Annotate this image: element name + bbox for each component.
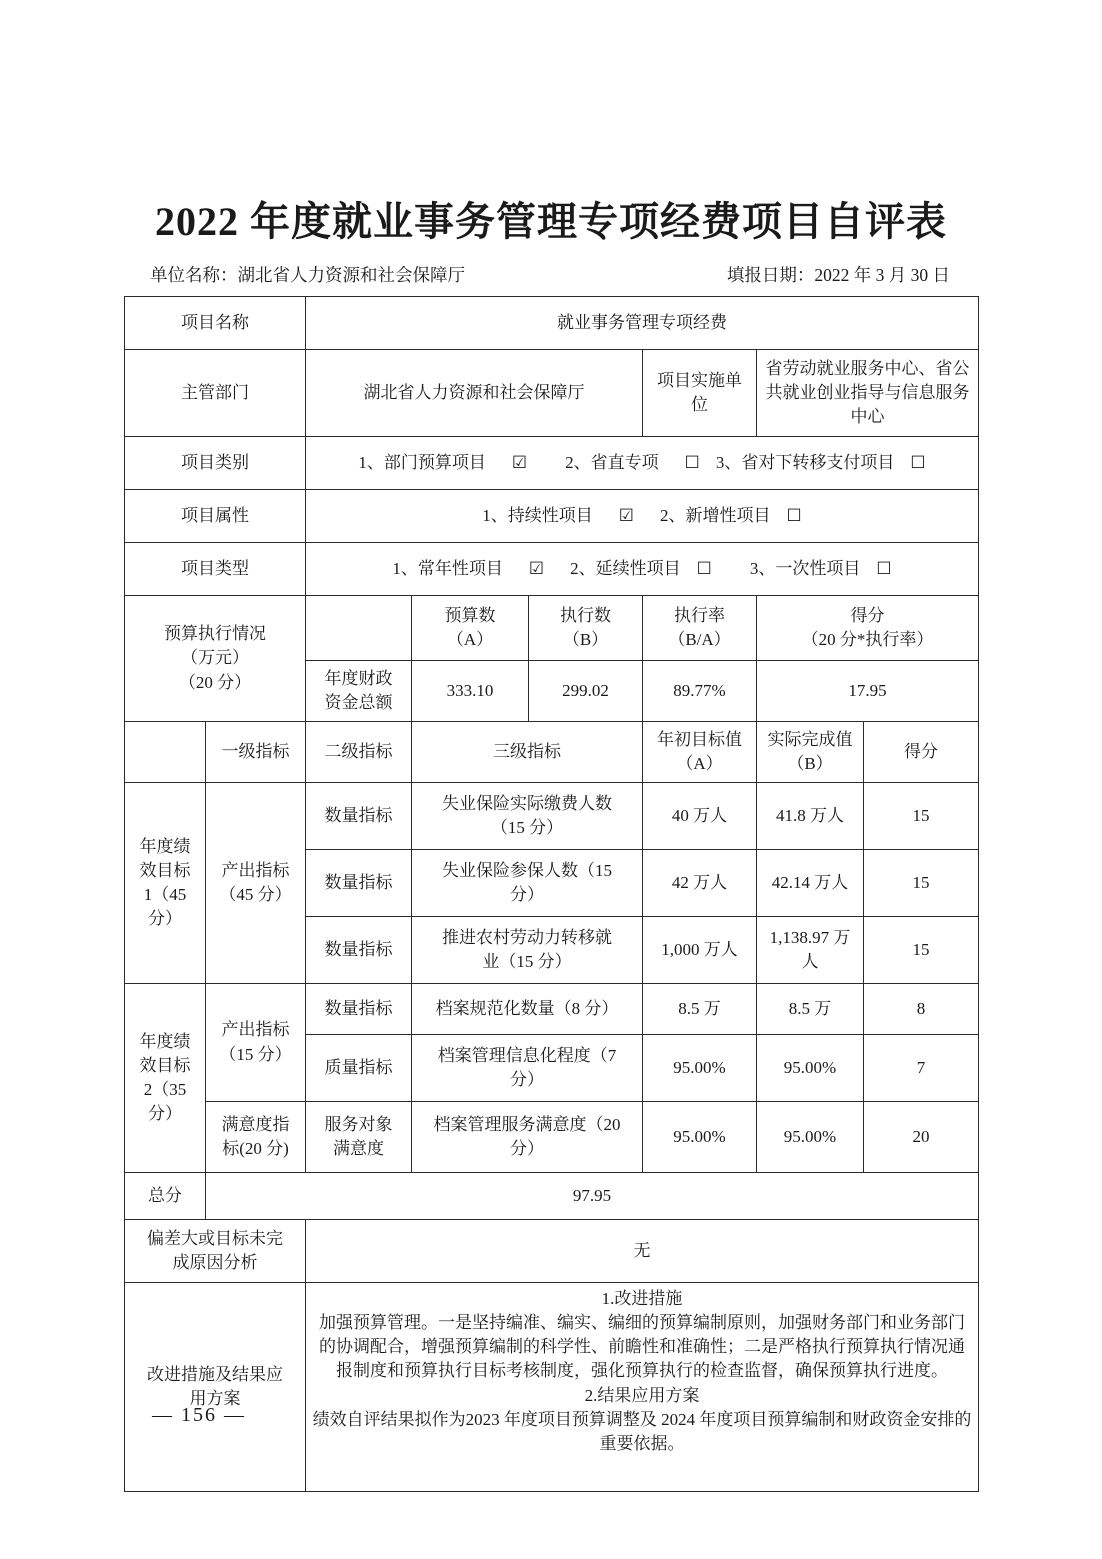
goal1-row1-target: 40 万人	[643, 783, 757, 850]
indicator-corner-cell	[125, 722, 206, 783]
improvement-paragraph-2: 绩效自评结果拟作为2023 年度项目预算调整及 2024 年度项目预算编制和财政资金安排的重要依据。	[312, 1409, 972, 1453]
category-options	[306, 437, 979, 490]
goal2-row1-score: 8	[864, 984, 979, 1035]
category-option-3-text: 3、省对下转移支付项目	[715, 452, 895, 472]
goal1-label: 年度绩 效目标 1（45 分）	[125, 783, 206, 984]
goal2-row1-level3: 档案规范化数量（8 分）	[412, 984, 643, 1035]
indicator-header-target: 年初目标值 （A）	[643, 722, 757, 783]
project-name-label: 项目名称	[125, 297, 306, 350]
budget-score-value: 17.95	[757, 661, 979, 722]
goal1-row2-target: 42 万人	[643, 850, 757, 917]
table-row-budget-header	[125, 596, 979, 661]
self-evaluation-table	[124, 296, 979, 1492]
budget-section-label	[125, 596, 306, 722]
type-option-1-checkbox[interactable]: ☑	[528, 558, 545, 579]
budget-header-exec-rate: 执行率 （B/A）	[643, 596, 757, 661]
table-row-total	[125, 1173, 979, 1220]
goal1-row1-score: 15	[864, 783, 979, 850]
goal2-row1-level2: 数量指标	[306, 984, 412, 1035]
exec-rate-value: 89.77%	[643, 661, 757, 722]
project-name-value: 就业事务管理专项经费	[306, 297, 979, 350]
goal2-level1-output: 产出指标 （15 分）	[206, 984, 306, 1102]
indicator-header-level2: 二级指标	[306, 722, 412, 783]
category-option-1-checkbox[interactable]: ☑	[511, 452, 528, 473]
table-row-project-name	[125, 297, 979, 350]
total-label: 总分	[125, 1173, 206, 1220]
indicator-header-score: 得分	[864, 722, 979, 783]
category-option-2-text: 2、省直专项	[565, 452, 659, 472]
goal1-row1-level3: 失业保险实际缴费人数 （15 分）	[412, 783, 643, 850]
budget-row-label: 年度财政 资金总额	[306, 661, 412, 722]
type-option-3-text: 3、一次性项目	[749, 558, 861, 578]
type-option-3-checkbox[interactable]: ☐	[876, 558, 892, 579]
table-row-goal2-c	[125, 1102, 979, 1173]
budget-header-exec-number: 执行数 （B）	[529, 596, 643, 661]
goal1-row1-actual: 41.8 万人	[757, 783, 864, 850]
budget-header-score: 得分 （20 分*执行率）	[757, 596, 979, 661]
type-options	[306, 543, 979, 596]
goal1-row1-level2: 数量指标	[306, 783, 412, 850]
goal1-row2-level2: 数量指标	[306, 850, 412, 917]
improvement-heading-1: 1.改进措施	[601, 1289, 683, 1308]
improvement-paragraph-1: 加强预算管理。一是坚持编准、编实、编细的预算编制原则，加强财务部门和业务部门的协调配合，增强预算编制的科学性、前瞻性和准确性；二是严格执行预算执行情况通报制度和预算执行目标考核制度，强化预算执行的检查监督，确保预算执行进度。	[319, 1313, 965, 1381]
goal1-row2-score: 15	[864, 850, 979, 917]
goal2-row3-target: 95.00%	[643, 1102, 757, 1173]
goal1-row3-target: 1,000 万人	[643, 917, 757, 984]
department-label: 主管部门	[125, 350, 306, 437]
table-row-indicator-header	[125, 722, 979, 783]
goal2-row2-score: 7	[864, 1035, 979, 1102]
improvement-content	[306, 1283, 979, 1492]
goal2-row2-actual: 95.00%	[757, 1035, 864, 1102]
goal1-row3-level3: 推进农村劳动力转移就 业（15 分）	[412, 917, 643, 984]
table-row-category	[125, 437, 979, 490]
budget-label-line3: （20 分）	[178, 672, 252, 692]
category-option-1-text: 1、部门预算项目	[358, 452, 486, 472]
attribute-option-1-text: 1、持续性项目	[482, 505, 593, 525]
goal2-label: 年度绩 效目标 2（35 分）	[125, 984, 206, 1173]
budget-blank-cell	[306, 596, 412, 661]
category-option-2-checkbox[interactable]: ☐	[684, 452, 700, 473]
goal1-row2-level3: 失业保险参保人数（15 分）	[412, 850, 643, 917]
goal1-level1: 产出指标 （45 分）	[206, 783, 306, 984]
goal2-row1-target: 8.5 万	[643, 984, 757, 1035]
goal2-row2-level2: 质量指标	[306, 1035, 412, 1102]
goal1-row3-actual: 1,138.97 万 人	[757, 917, 864, 984]
category-option-3-checkbox[interactable]: ☐	[910, 452, 926, 473]
deviation-value: 无	[306, 1220, 979, 1283]
page-title: 2022 年度就业事务管理专项经费项目自评表	[155, 199, 947, 244]
table-row-goal1-a	[125, 783, 979, 850]
budget-amount-value: 333.10	[412, 661, 529, 722]
budget-label-line2: （万元）	[181, 648, 249, 668]
deviation-label: 偏差大或目标未完 成原因分析	[125, 1220, 306, 1283]
table-row-improvement	[125, 1283, 979, 1492]
indicator-header-level1: 一级指标	[206, 722, 306, 783]
attribute-option-2-checkbox[interactable]: ☐	[786, 505, 802, 526]
type-option-1-text: 1、常年性项目	[392, 558, 503, 578]
goal2-row1-actual: 8.5 万	[757, 984, 864, 1035]
goal1-row2-actual: 42.14 万人	[757, 850, 864, 917]
attribute-option-1-checkbox[interactable]: ☑	[618, 505, 634, 526]
goal1-row3-level2: 数量指标	[306, 917, 412, 984]
indicator-header-actual: 实际完成值 （B）	[757, 722, 864, 783]
goal2-row2-target: 95.00%	[643, 1035, 757, 1102]
type-option-2-text: 2、延续性项目	[570, 558, 681, 578]
table-row-type	[125, 543, 979, 596]
goal2-level1-satisfaction: 满意度指 标(20 分)	[206, 1102, 306, 1173]
goal2-row3-score: 20	[864, 1102, 979, 1173]
page-number-footer: — 156 —	[152, 1404, 246, 1426]
table-row-department	[125, 350, 979, 437]
attribute-label: 项目属性	[125, 490, 306, 543]
improvement-heading-2: 2.结果应用方案	[584, 1385, 700, 1405]
unit-name-label: 单位名称：湖北省人力资源和社会保障厅	[150, 265, 465, 285]
table-row-goal2-a	[125, 984, 979, 1035]
indicator-header-level3: 三级指标	[412, 722, 643, 783]
improvement-label: 改进措施及结果应 用方案	[125, 1283, 306, 1492]
goal2-row3-level3: 档案管理服务满意度（20 分）	[412, 1102, 643, 1173]
document-meta	[150, 262, 950, 287]
budget-header-budget-number: 预算数 （A）	[412, 596, 529, 661]
goal2-row2-level3: 档案管理信息化程度（7 分）	[412, 1035, 643, 1102]
total-value: 97.95	[206, 1173, 979, 1220]
implementation-unit-label: 项目实施单位	[643, 350, 757, 437]
table-row-deviation	[125, 1220, 979, 1283]
table-row-attribute	[125, 490, 979, 543]
type-option-2-checkbox[interactable]: ☐	[696, 558, 712, 579]
type-label: 项目类型	[125, 543, 306, 596]
goal2-row3-actual: 95.00%	[757, 1102, 864, 1173]
department-value: 湖北省人力资源和社会保障厅	[306, 350, 643, 437]
category-label: 项目类别	[125, 437, 306, 490]
report-date-label: 填报日期：2022 年 3 月 30 日	[726, 265, 950, 285]
implementation-unit-value: 省劳动就业服务中心、省公共就业创业指导与信息服务中心	[757, 350, 979, 437]
goal1-row3-score: 15	[864, 917, 979, 984]
exec-amount-value: 299.02	[529, 661, 643, 722]
attribute-option-2-text: 2、新增性项目	[660, 505, 771, 525]
budget-label-line1: 预算执行情况	[164, 624, 266, 644]
attribute-options	[306, 490, 979, 543]
goal2-row3-level2: 服务对象 满意度	[306, 1102, 412, 1173]
